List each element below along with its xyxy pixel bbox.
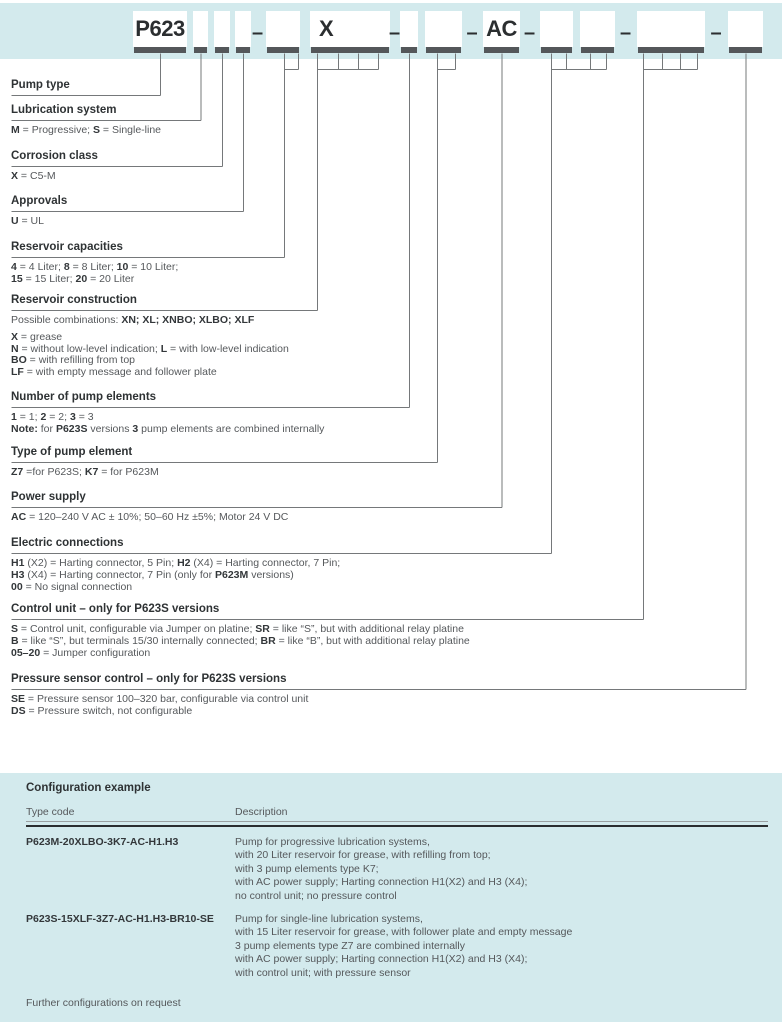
section-text-line — [11, 648, 470, 660]
code-key: AC — [11, 511, 27, 523]
code-box-8 — [425, 11, 462, 47]
section-body-electric-connections — [11, 558, 340, 593]
example-description-line: with 15 Liter reservoir for grease, with follower plate and empty message — [235, 926, 573, 939]
configuration-example-title: Configuration example — [26, 782, 151, 794]
column-header-description: Description — [235, 806, 288, 818]
example-description-line: with control unit; with pressure sensor — [235, 966, 411, 979]
section-heading-power-supply: Power supply — [11, 491, 86, 503]
code-key: M — [11, 124, 20, 136]
example-description — [235, 913, 572, 980]
code-separator: – — [710, 22, 722, 44]
code-separator: – — [252, 22, 264, 44]
code-box-6 — [310, 11, 390, 47]
code-box-underline — [194, 47, 207, 53]
text-segment: versions) — [248, 568, 294, 581]
text-segment: = with empty message and follower plate — [23, 366, 217, 379]
text-segment: = grease — [18, 330, 63, 343]
section-text-line — [11, 274, 178, 286]
code-box-label: AC — [486, 16, 517, 41]
section-body-number-of-pump-elements — [11, 412, 324, 436]
code-key: LF — [11, 366, 24, 379]
section-text-line — [11, 512, 288, 524]
section-heading-approvals: Approvals — [11, 195, 68, 207]
code-key: XN; XL; XNBO; XLBO; XLF — [121, 314, 255, 326]
code-key: BR — [260, 634, 276, 647]
code-key: 00 — [11, 580, 23, 593]
code-box-9 — [483, 11, 520, 47]
text-segment: = 10 Liter; — [128, 261, 179, 273]
text-segment: Possible combinations: — [11, 314, 122, 326]
example-description-line: with AC power supply; Harting connection H1(X2) and H3 (X4); — [235, 953, 528, 966]
code-box-underline — [215, 47, 229, 53]
section-heading-corrosion-class: Corrosion class — [11, 150, 98, 162]
example-description — [235, 836, 527, 903]
code-key: X — [11, 330, 19, 343]
section-body-control-unit-only-for-p623s-versions — [11, 624, 470, 659]
code-key: S — [93, 124, 101, 136]
code-box-underline — [638, 47, 704, 53]
code-box-underline — [484, 47, 519, 53]
code-key: 2 — [40, 411, 47, 423]
text-segment: = like “S”, but terminals 15/30 internally connected; — [18, 634, 261, 647]
text-segment: = 3 — [75, 411, 94, 423]
section-body-power-supply — [11, 512, 288, 524]
code-separator: – — [620, 22, 632, 44]
example-description-line: with 20 Liter reservoir for grease, with refilling from top; — [235, 849, 491, 862]
code-box-1 — [133, 11, 187, 47]
section-paragraph — [11, 694, 308, 718]
text-segment: (X4) = Harting connector, 7 Pin; — [190, 557, 341, 569]
section-paragraph — [11, 262, 178, 286]
example-description-line: Pump for progressive lubrication systems, — [235, 836, 430, 848]
section-body-type-of-pump-element — [11, 467, 159, 479]
code-box-underline — [236, 47, 250, 53]
code-key: P623S — [55, 422, 88, 435]
code-box-label: X — [319, 16, 334, 41]
example-type-code: P623M-20XLBO-3K7-AC-H1.H3 — [26, 836, 179, 848]
text-segment: = 2; — [46, 411, 70, 423]
text-segment: = Pressure switch, not configurable — [25, 704, 193, 717]
code-separator: – — [389, 22, 401, 44]
text-segment: pump elements are combined internally — [138, 422, 325, 435]
code-key: 15 — [11, 272, 23, 285]
section-heading-type-of-pump-element: Type of pump element — [11, 446, 133, 458]
section-body-pressure-sensor-control-only-for-p623s-versions — [11, 694, 308, 718]
code-key: 20 — [75, 272, 88, 285]
code-separator: – — [466, 22, 478, 44]
code-key: H3 — [11, 568, 25, 581]
text-segment: = UL — [18, 215, 44, 227]
text-segment: = Single-line — [100, 124, 162, 136]
section-paragraph — [11, 216, 44, 228]
text-segment: = like “B”, but with additional relay platine — [275, 634, 470, 647]
code-key: 3 — [69, 411, 76, 423]
section-text-line — [11, 315, 289, 327]
code-key: DS — [11, 704, 26, 717]
code-box-13 — [728, 11, 763, 47]
text-segment: = for P623M — [98, 466, 159, 478]
code-box-3 — [214, 11, 230, 47]
code-key: 4 — [11, 261, 17, 273]
code-box-7 — [400, 11, 418, 47]
example-description-line: with AC power supply; Harting connection H1(X2) and H3 (X4); — [235, 876, 528, 889]
text-segment: versions — [87, 422, 133, 435]
section-text-line — [11, 125, 161, 137]
code-box-underline — [401, 47, 417, 53]
section-heading-lubrication-system: Lubrication system — [11, 104, 117, 116]
section-text-line — [11, 367, 289, 379]
text-segment: = like “S”, but with additional relay platine — [269, 623, 464, 635]
section-paragraph — [11, 467, 159, 479]
code-box-4 — [235, 11, 251, 47]
section-heading-number-of-pump-elements: Number of pump elements — [11, 391, 157, 403]
code-key: BO — [11, 354, 27, 367]
text-segment: = Control unit, configurable via Jumper on platine; — [18, 623, 256, 635]
code-key: 3 — [132, 422, 139, 435]
text-segment: = 120–240 V AC ± 10%; 50–60 Hz ±5%; Motor 24 V DC — [26, 511, 289, 523]
code-key: X — [11, 170, 19, 182]
example-description-line: with 3 pump elements type K7; — [235, 862, 379, 875]
code-key: H1 — [11, 557, 25, 569]
code-box-2 — [193, 11, 208, 47]
text-segment: = Jumper configuration — [40, 646, 151, 659]
section-text-line — [11, 706, 308, 718]
code-key: SE — [11, 693, 26, 705]
code-key: 8 — [63, 261, 70, 273]
text-segment: (X4) = Harting connector, 7 Pin (only for — [24, 568, 215, 581]
section-paragraph — [11, 315, 289, 327]
code-box-underline — [311, 47, 389, 53]
example-description-line: no control unit; no pressure control — [235, 889, 397, 902]
code-key: L — [160, 342, 168, 355]
text-segment: = 4 Liter; — [16, 261, 64, 273]
text-segment: = Pressure sensor 100–320 bar, configurable via control unit — [25, 693, 309, 705]
text-segment: (X2) = Harting connector, 5 Pin; — [24, 557, 178, 569]
text-segment: = with refilling from top — [26, 354, 136, 367]
text-segment: = 15 Liter; — [22, 272, 76, 285]
code-key: K7 — [84, 466, 99, 478]
example-description-line: 3 pump elements type Z7 are combined internally — [235, 939, 465, 952]
example-type-code: P623S-15XLF-3Z7-AC-H1.H3-BR10-SE — [26, 913, 214, 925]
code-box-underline — [581, 47, 614, 53]
section-paragraph — [11, 332, 289, 379]
code-key: 10 — [116, 261, 129, 273]
column-header-type-code: Type code — [26, 806, 75, 818]
code-key: P623M — [215, 568, 249, 581]
code-box-underline — [541, 47, 572, 53]
text-segment: = 1; — [16, 411, 41, 423]
code-box-underline — [134, 47, 186, 53]
section-paragraph — [11, 558, 340, 593]
text-segment: for — [37, 422, 56, 435]
footer-note: Further configurations on request — [26, 997, 181, 1009]
code-key: B — [11, 634, 19, 647]
text-segment: = without low-level indication; — [18, 342, 161, 355]
text-segment: = with low-level indication — [167, 342, 289, 355]
code-box-11 — [580, 11, 615, 47]
section-body-lubrication-system — [11, 125, 161, 137]
section-heading-reservoir-capacities: Reservoir capacities — [11, 241, 123, 253]
section-text-line — [11, 171, 56, 183]
code-box-5 — [266, 11, 300, 47]
section-paragraph — [11, 512, 288, 524]
section-text-line — [11, 467, 159, 479]
section-heading-pressure-sensor-control-only-for-p623s-versions: Pressure sensor control – only for P623S versions — [11, 673, 287, 685]
section-paragraph — [11, 624, 470, 659]
section-heading-reservoir-construction: Reservoir construction — [11, 294, 137, 306]
section-paragraph — [11, 125, 161, 137]
section-body-corrosion-class — [11, 171, 56, 183]
code-key: SR — [255, 623, 270, 635]
code-separator: – — [524, 22, 536, 44]
code-box-label: P623 — [135, 16, 185, 41]
code-key: 05–20 — [11, 646, 41, 659]
text-segment: = C5-M — [18, 170, 56, 182]
text-segment: = Progressive; — [19, 124, 93, 136]
section-paragraph — [11, 412, 324, 436]
code-box-underline — [729, 47, 762, 53]
section-paragraph — [11, 171, 56, 183]
section-text-line — [11, 424, 324, 436]
section-heading-pump-type: Pump type — [11, 79, 70, 91]
section-body-reservoir-construction — [11, 315, 289, 379]
code-key: U — [11, 215, 19, 227]
text-segment: = 8 Liter; — [69, 261, 117, 273]
table-header-rule-thick — [26, 825, 768, 827]
code-key: Z7 — [11, 466, 24, 478]
section-heading-electric-connections: Electric connections — [11, 537, 124, 549]
section-body-reservoir-capacities — [11, 262, 178, 286]
code-key: N — [11, 342, 19, 355]
code-key: Note: — [11, 422, 38, 435]
code-box-underline — [426, 47, 461, 53]
code-box-10 — [540, 11, 573, 47]
section-body-approvals — [11, 216, 44, 228]
text-segment: = No signal connection — [22, 580, 133, 593]
section-text-line — [11, 582, 340, 594]
code-key: H2 — [177, 557, 191, 569]
table-header-rule-thin — [26, 821, 768, 822]
code-key: S — [11, 623, 19, 635]
text-segment: = 20 Liter — [87, 272, 135, 285]
code-key: 1 — [11, 411, 17, 423]
section-heading-control-unit-only-for-p623s-versions: Control unit – only for P623S versions — [11, 603, 220, 615]
example-description-line: Pump for single-line lubrication systems, — [235, 913, 423, 925]
code-box-underline — [267, 47, 299, 53]
section-text-line — [11, 216, 44, 228]
text-segment: =for P623S; — [23, 466, 85, 478]
code-box-12 — [637, 11, 705, 47]
